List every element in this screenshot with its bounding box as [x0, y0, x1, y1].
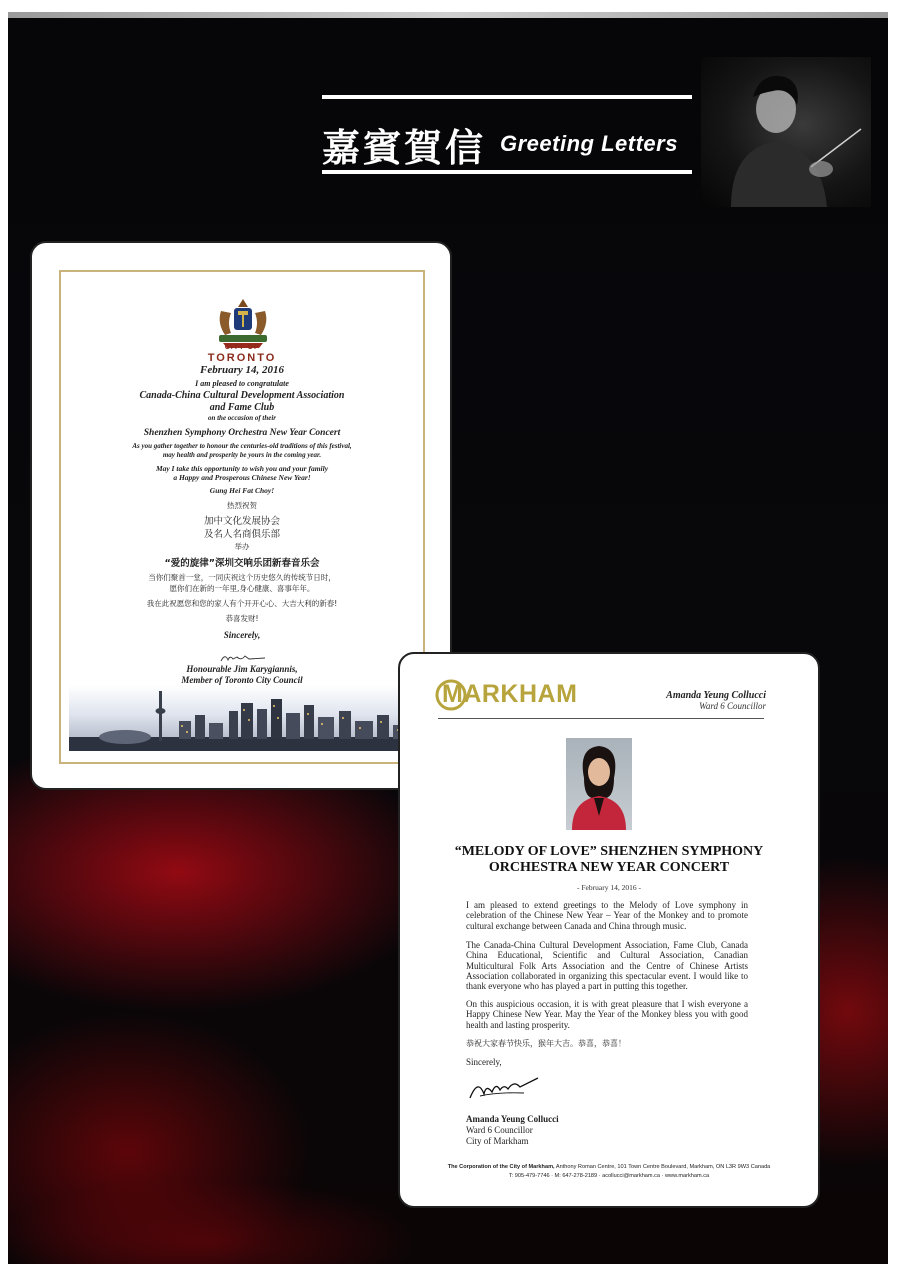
toronto-signer-title: Member of Toronto City Council	[181, 675, 303, 685]
toronto-letter-cn-line: 愿你们在新的一年里,身心健康、喜事年年。	[169, 584, 315, 593]
markham-letter-closing: Sincerely,	[466, 1057, 502, 1067]
toronto-letter-line: Gung Hei Fat Choy!	[209, 486, 275, 495]
markham-letter-date: - February 14, 2016 -	[577, 883, 641, 892]
markham-letter-paragraph: On this auspicious occasion, it is with great pleasure that I wish everyone a Happy Chinese New Year. May the Year of the Monkey bless you with good health and lasting prosperity.	[466, 999, 748, 1030]
top-edge-strip	[8, 12, 888, 18]
toronto-letter-closing: Sincerely,	[223, 630, 261, 640]
toronto-letter-cn-line: “爱的旋律”深圳交响乐团新春音乐会	[164, 558, 320, 569]
toronto-letter-line: a Happy and Prosperous Chinese New Year!	[173, 473, 311, 482]
toronto-letter-frame	[59, 270, 425, 764]
markham-logo-wordmark: MARKHAM	[442, 680, 578, 708]
markham-letter-title-line1: “MELODY OF LOVE” SHENZHEN SYMPHONY	[454, 844, 764, 859]
toronto-letter-date: February 14, 2016	[199, 364, 285, 376]
markham-signer-name: Amanda Yeung Collucci	[466, 1114, 559, 1124]
markham-letter-title-line2: ORCHESTRA NEW YEAR CONCERT	[488, 860, 730, 875]
markham-letter-paragraph: I am pleased to extend greetings to the Melody of Love symphony in celebration of the Chinese New Year – Year of the Monkey and to promote cultural exchange between Canada and China through music.	[466, 900, 748, 931]
markham-letter-chinese-greeting: 恭祝大家春节快乐，猴年大吉。恭喜，恭喜！	[466, 1039, 626, 1048]
toronto-letter-cn-line: 热烈祝贺	[227, 501, 257, 510]
markham-signature-icon	[466, 1072, 544, 1102]
markham-letterhead-ward: Ward 6 Councillor	[699, 701, 766, 711]
toronto-letter-cn-line: 恭喜发财!	[225, 614, 259, 623]
toronto-letter-line: Shenzhen Symphony Orchestra New Year Concert	[143, 428, 341, 438]
markham-signer-title: Ward 6 Councillor	[466, 1125, 533, 1135]
toronto-letter-cn-line: 当你们聚首一堂，一同庆祝这个历史悠久的传统节日时，	[148, 573, 336, 582]
toronto-letter-cn-line: 加中文化发展协会	[203, 516, 280, 527]
toronto-letter-cn-line: 举办	[234, 542, 250, 551]
header-bottom-rule	[322, 170, 692, 174]
toronto-letter-line: and Fame Club	[209, 402, 275, 413]
markham-letterhead-name: Amanda Yeung Collucci	[666, 690, 766, 701]
markham-signer-org: City of Markham	[466, 1136, 529, 1146]
toronto-letter-line: May I take this opportunity to wish you and your family	[155, 464, 329, 473]
toronto-coat-of-arms-icon	[215, 297, 271, 349]
toronto-letter-line: on the occasion of their	[207, 414, 277, 422]
markham-letter-paragraph: The Canada-China Cultural Development Association, Fame Club, Canada China Educational, Scientific and Cultural Association, Canadian Multicultural Folk Arts Association and the Centre of Chinese Artists Association collaborated in organizing this spectacular event. I would like to thank everyone who has played a part in putting this together.	[466, 940, 748, 992]
toronto-letter-cn-line: 我在此祝愿您和您的家人有个开开心心、大吉大利的新春!	[146, 599, 338, 608]
toronto-letter-line: I am pleased to congratulate	[195, 379, 289, 388]
councillor-portrait-photo	[566, 738, 632, 830]
toronto-letter-line: may health and prosperity be yours in the coming year.	[162, 451, 322, 459]
header-title-chinese: 嘉賓賀信	[322, 126, 487, 170]
toronto-skyline-image	[69, 685, 415, 751]
letterhead-rule	[438, 718, 764, 719]
toronto-wordmark: TORONTO	[207, 352, 277, 364]
footer-corporation: The Corporation of the City of Markham,	[447, 1164, 555, 1170]
toronto-signature-icon	[219, 652, 267, 664]
toronto-letter-line: As you gather together to honour the centuries-old traditions of this festival,	[132, 442, 352, 450]
conductor-photo	[701, 57, 871, 207]
header-title-english: Greeting Letters	[500, 131, 678, 156]
toronto-letter-line: Canada-China Cultural Development Association	[139, 390, 345, 401]
toronto-letter-cn-line: 及名人名商俱乐部	[203, 529, 280, 540]
markham-letter-footer-contact: T: 905-479-7746 · M: 647-278-2189 · acollucci@markham.ca · www.markham.ca	[508, 1173, 710, 1179]
toronto-greeting-letter	[30, 241, 452, 790]
header-top-rule	[322, 95, 692, 99]
markham-greeting-letter	[398, 652, 820, 1208]
toronto-signer-name: Honourable Jim Karygiannis,	[186, 664, 298, 674]
markham-letter-footer-address	[420, 1164, 798, 1170]
footer-address: Anthony Roman Centre, 101 Town Centre Boulevard, Markham, ON L3R 9W3 Canada	[554, 1164, 771, 1170]
city-of-label: CITY OF	[224, 344, 260, 351]
brochure-page	[8, 12, 888, 1264]
